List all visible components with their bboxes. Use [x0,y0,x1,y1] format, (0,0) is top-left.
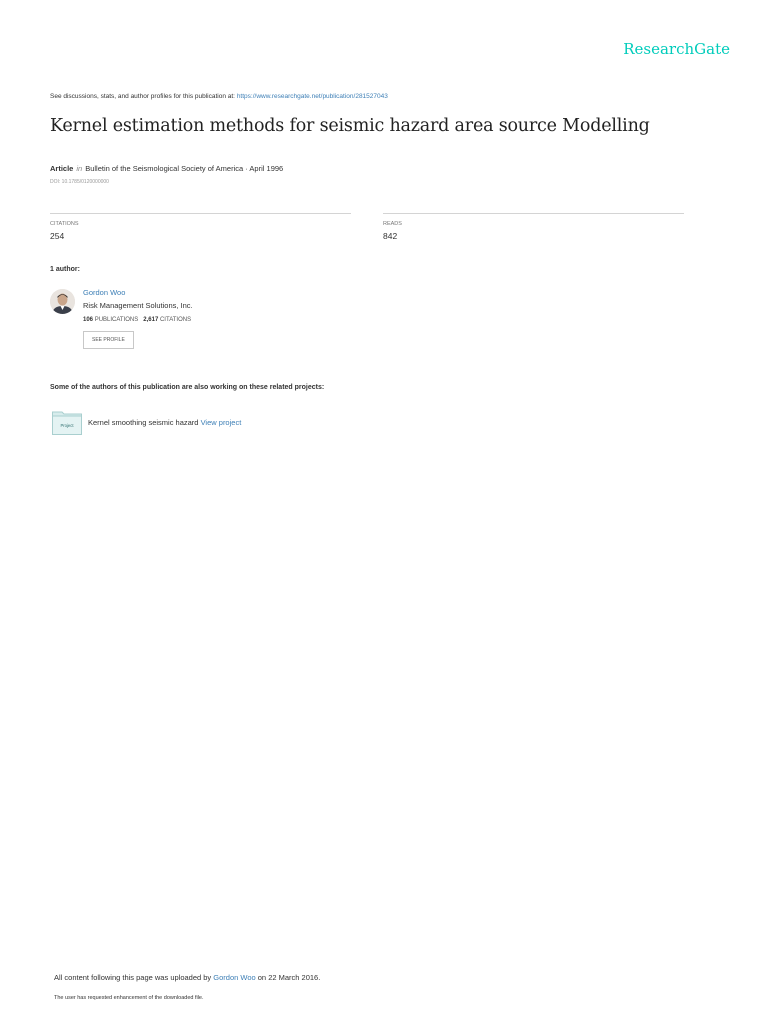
related-project-item [88,418,241,427]
project-icon-label: Project [60,423,74,428]
publication-url-link[interactable]: https://www.researchgate.net/publication/281527043 [236,93,388,100]
publication-meta [50,164,283,173]
project-name: Kernel smoothing seismic hazard [88,418,199,427]
author-name-link[interactable]: Gordon Woo [83,288,126,297]
author-publications-count: 106 [83,317,94,323]
discussion-prefix: See discussions, stats, and author profiles for this publication at: [50,93,235,100]
reads-stat [383,213,684,241]
doi: DOI: 10.1785/0120000000 [50,179,109,185]
author-citations-count: 2,617 [143,317,159,323]
in-word: in [76,164,83,173]
authors-heading: 1 author: [50,266,80,273]
author-photo-icon [50,289,75,314]
upload-prefix: All content following this page was uploaded by [54,973,212,982]
related-projects-heading: Some of the authors of this publication are also working on these related projects: [50,384,325,391]
reads-value: 842 [383,231,398,241]
footer-upload-line [54,973,320,982]
reads-label: READS [383,221,402,227]
folder-icon [52,410,82,435]
author-publications-label: PUBLICATIONS [94,317,139,323]
citations-label: CITATIONS [50,221,79,227]
view-project-link[interactable]: View project [200,418,242,427]
author-institution: Risk Management Solutions, Inc. [83,301,193,310]
publication-title: Kernel estimation methods for seismic hazard area source Modelling [50,116,650,136]
project-folder-icon [52,410,82,435]
footer-note: The user has requested enhancement of the downloaded file. [54,995,204,1001]
uploader-link[interactable]: Gordon Woo [213,973,256,982]
upload-suffix: on 22 March 2016. [257,973,321,982]
journal-date: Bulletin of the Seismological Society of America · April 1996 [85,164,284,173]
discussion-line [50,93,388,100]
author-stats [83,317,193,323]
author-card [83,288,193,349]
citations-stat [50,213,351,241]
author-citations-label: CITATIONS [159,317,192,323]
see-profile-button[interactable]: SEE PROFILE [83,331,134,349]
author-avatar[interactable] [50,289,75,314]
publication-type: Article [50,164,74,173]
citations-value: 254 [50,231,65,241]
researchgate-logo[interactable]: ResearchGate [623,40,730,58]
